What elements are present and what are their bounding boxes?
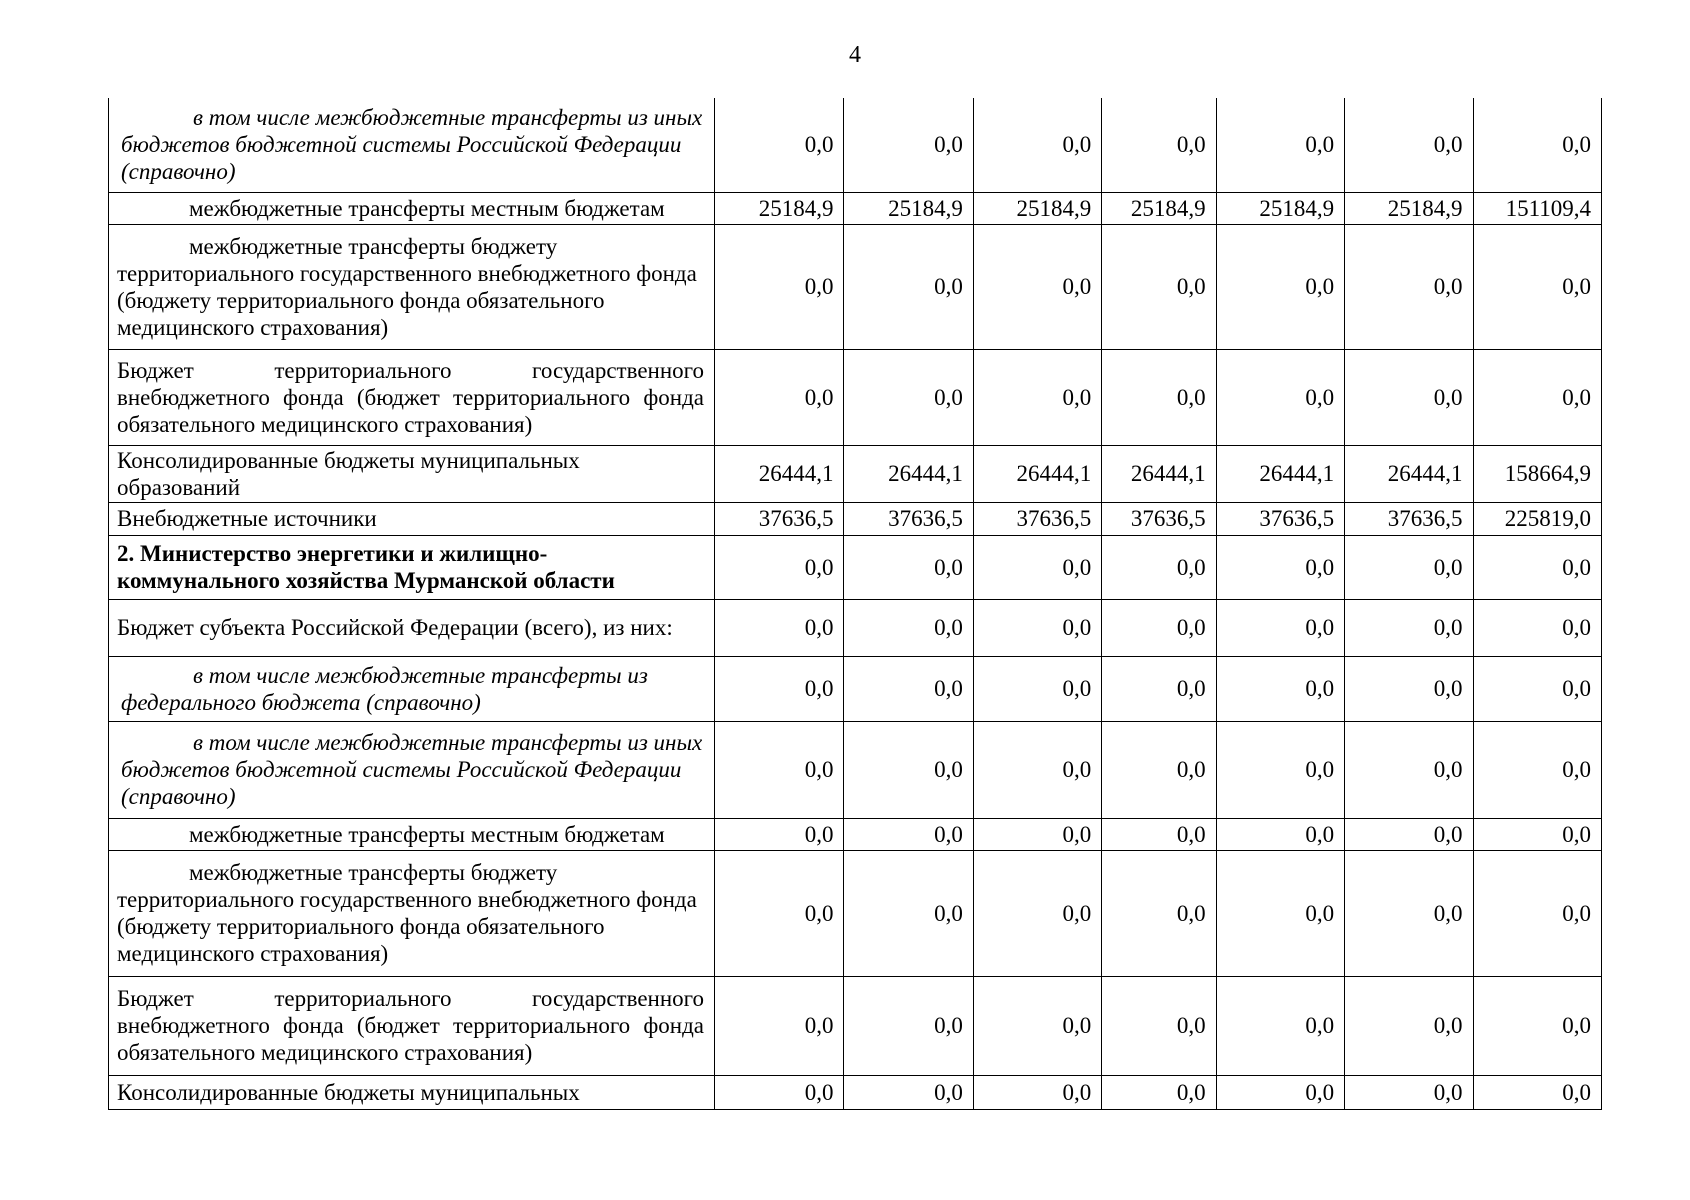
value-cell: 0,0 xyxy=(715,349,844,445)
value-cell: 0,0 xyxy=(715,721,844,818)
value-cell: 37636,5 xyxy=(715,502,844,535)
value-cell: 0,0 xyxy=(1345,224,1473,349)
value-cell: 0,0 xyxy=(1473,1075,1602,1109)
table-row xyxy=(109,656,1602,721)
value-cell: 26444,1 xyxy=(715,445,844,502)
row-label: Консолидированные бюджеты муниципальных образований xyxy=(109,445,715,502)
value-cell: 0,0 xyxy=(1102,535,1216,599)
value-cell: 225819,0 xyxy=(1473,502,1602,535)
table-row xyxy=(109,98,1602,192)
value-cell: 26444,1 xyxy=(844,445,973,502)
table-row xyxy=(109,445,1602,502)
value-cell: 0,0 xyxy=(1473,721,1602,818)
table-row xyxy=(109,1075,1602,1109)
value-cell: 0,0 xyxy=(973,599,1101,656)
value-cell: 0,0 xyxy=(844,976,973,1075)
value-cell: 151109,4 xyxy=(1473,192,1602,224)
value-cell: 0,0 xyxy=(715,535,844,599)
value-cell: 0,0 xyxy=(973,656,1101,721)
value-cell: 0,0 xyxy=(1102,976,1216,1075)
value-cell: 0,0 xyxy=(1473,818,1602,850)
value-cell: 0,0 xyxy=(1102,721,1216,818)
value-cell: 0,0 xyxy=(973,98,1101,192)
row-label: в том числе межбюджетные трансферты из иных бюджетов бюджетной системы Российской Федерации (справочно) xyxy=(109,721,715,818)
table-row xyxy=(109,850,1602,976)
value-cell: 0,0 xyxy=(973,818,1101,850)
value-cell: 0,0 xyxy=(1216,976,1344,1075)
value-cell: 0,0 xyxy=(844,1075,973,1109)
table-row xyxy=(109,224,1602,349)
value-cell: 0,0 xyxy=(1216,850,1344,976)
value-cell: 0,0 xyxy=(1345,818,1473,850)
value-cell: 0,0 xyxy=(715,599,844,656)
value-cell: 25184,9 xyxy=(1216,192,1344,224)
value-cell: 0,0 xyxy=(973,850,1101,976)
section-heading: 2. Министерство энергетики и жилищно-коммунального хозяйства Мурманской области xyxy=(109,535,715,599)
value-cell: 0,0 xyxy=(844,599,973,656)
value-cell: 0,0 xyxy=(973,721,1101,818)
value-cell: 37636,5 xyxy=(844,502,973,535)
value-cell: 0,0 xyxy=(1216,1075,1344,1109)
value-cell: 0,0 xyxy=(1345,599,1473,656)
value-cell: 0,0 xyxy=(715,850,844,976)
value-cell: 0,0 xyxy=(1102,1075,1216,1109)
value-cell: 25184,9 xyxy=(844,192,973,224)
page-number: 4 xyxy=(849,42,861,68)
value-cell: 0,0 xyxy=(844,656,973,721)
value-cell: 0,0 xyxy=(1216,535,1344,599)
value-cell: 0,0 xyxy=(1102,850,1216,976)
value-cell: 25184,9 xyxy=(1345,192,1473,224)
value-cell: 0,0 xyxy=(1345,656,1473,721)
value-cell: 0,0 xyxy=(1473,599,1602,656)
budget-table xyxy=(108,98,1602,1110)
row-label: Бюджет субъекта Российской Федерации (всего), из них: xyxy=(109,599,715,656)
value-cell: 0,0 xyxy=(1102,349,1216,445)
value-cell: 25184,9 xyxy=(1102,192,1216,224)
value-cell: 0,0 xyxy=(1345,721,1473,818)
value-cell: 0,0 xyxy=(715,818,844,850)
table-row xyxy=(109,349,1602,445)
value-cell: 0,0 xyxy=(1473,976,1602,1075)
value-cell: 37636,5 xyxy=(973,502,1101,535)
value-cell: 0,0 xyxy=(715,224,844,349)
value-cell: 0,0 xyxy=(1216,224,1344,349)
table-body xyxy=(109,98,1602,1109)
value-cell: 0,0 xyxy=(1216,599,1344,656)
value-cell: 26444,1 xyxy=(1216,445,1344,502)
value-cell: 0,0 xyxy=(973,1075,1101,1109)
value-cell: 0,0 xyxy=(973,535,1101,599)
value-cell: 0,0 xyxy=(1216,349,1344,445)
value-cell: 0,0 xyxy=(715,656,844,721)
row-label: межбюджетные трансферты местным бюджетам xyxy=(109,192,715,224)
value-cell: 0,0 xyxy=(1473,656,1602,721)
value-cell: 0,0 xyxy=(844,98,973,192)
row-label: в том числе межбюджетные трансферты из федерального бюджета (справочно) xyxy=(109,656,715,721)
value-cell: 0,0 xyxy=(1473,535,1602,599)
value-cell: 0,0 xyxy=(1345,98,1473,192)
value-cell: 0,0 xyxy=(715,976,844,1075)
value-cell: 0,0 xyxy=(1102,599,1216,656)
value-cell: 26444,1 xyxy=(1102,445,1216,502)
value-cell: 37636,5 xyxy=(1102,502,1216,535)
value-cell: 0,0 xyxy=(1473,224,1602,349)
row-label: Бюджет территориального государственного внебюджетного фонда (бюджет территориального фонда обязательного медицинского страхования) xyxy=(109,976,715,1075)
value-cell: 0,0 xyxy=(1345,535,1473,599)
row-label: межбюджетные трансферты местным бюджетам xyxy=(109,818,715,850)
value-cell: 0,0 xyxy=(1102,818,1216,850)
table-row xyxy=(109,192,1602,224)
value-cell: 0,0 xyxy=(844,349,973,445)
value-cell: 0,0 xyxy=(715,98,844,192)
value-cell: 0,0 xyxy=(1216,721,1344,818)
value-cell: 0,0 xyxy=(1102,656,1216,721)
row-label: в том числе межбюджетные трансферты из иных бюджетов бюджетной системы Российской Федерации (справочно) xyxy=(109,98,715,192)
value-cell: 0,0 xyxy=(1102,224,1216,349)
value-cell: 37636,5 xyxy=(1345,502,1473,535)
value-cell: 0,0 xyxy=(1473,349,1602,445)
value-cell: 0,0 xyxy=(973,349,1101,445)
value-cell: 0,0 xyxy=(844,850,973,976)
table-row xyxy=(109,818,1602,850)
value-cell: 0,0 xyxy=(1345,1075,1473,1109)
value-cell: 0,0 xyxy=(1345,976,1473,1075)
value-cell: 0,0 xyxy=(844,224,973,349)
value-cell: 0,0 xyxy=(973,224,1101,349)
value-cell: 26444,1 xyxy=(1345,445,1473,502)
table-row xyxy=(109,535,1602,599)
table-row xyxy=(109,721,1602,818)
table-row xyxy=(109,976,1602,1075)
row-label: межбюджетные трансферты бюджету территориального государственного внебюджетного фонда (бюджету территориального фонда обязательного медицинского страхования) xyxy=(109,224,715,349)
row-label: Консолидированные бюджеты муниципальных xyxy=(109,1075,715,1109)
value-cell: 0,0 xyxy=(1473,98,1602,192)
value-cell: 0,0 xyxy=(715,1075,844,1109)
row-label: Бюджет территориального государственного внебюджетного фонда (бюджет территориального фонда обязательного медицинского страхования) xyxy=(109,349,715,445)
value-cell: 0,0 xyxy=(973,976,1101,1075)
value-cell: 0,0 xyxy=(844,535,973,599)
value-cell: 0,0 xyxy=(844,721,973,818)
table-row xyxy=(109,599,1602,656)
row-label: Внебюджетные источники xyxy=(109,502,715,535)
value-cell: 26444,1 xyxy=(973,445,1101,502)
value-cell: 0,0 xyxy=(1216,656,1344,721)
value-cell: 0,0 xyxy=(1216,98,1344,192)
table-row xyxy=(109,502,1602,535)
value-cell: 0,0 xyxy=(1216,818,1344,850)
value-cell: 158664,9 xyxy=(1473,445,1602,502)
value-cell: 25184,9 xyxy=(715,192,844,224)
value-cell: 0,0 xyxy=(1473,850,1602,976)
row-label: межбюджетные трансферты бюджету территориального государственного внебюджетного фонда (бюджету территориального фонда обязательного медицинского страхования) xyxy=(109,850,715,976)
value-cell: 25184,9 xyxy=(973,192,1101,224)
value-cell: 0,0 xyxy=(1102,98,1216,192)
value-cell: 0,0 xyxy=(844,818,973,850)
value-cell: 0,0 xyxy=(1345,349,1473,445)
value-cell: 0,0 xyxy=(1345,850,1473,976)
value-cell: 37636,5 xyxy=(1216,502,1344,535)
